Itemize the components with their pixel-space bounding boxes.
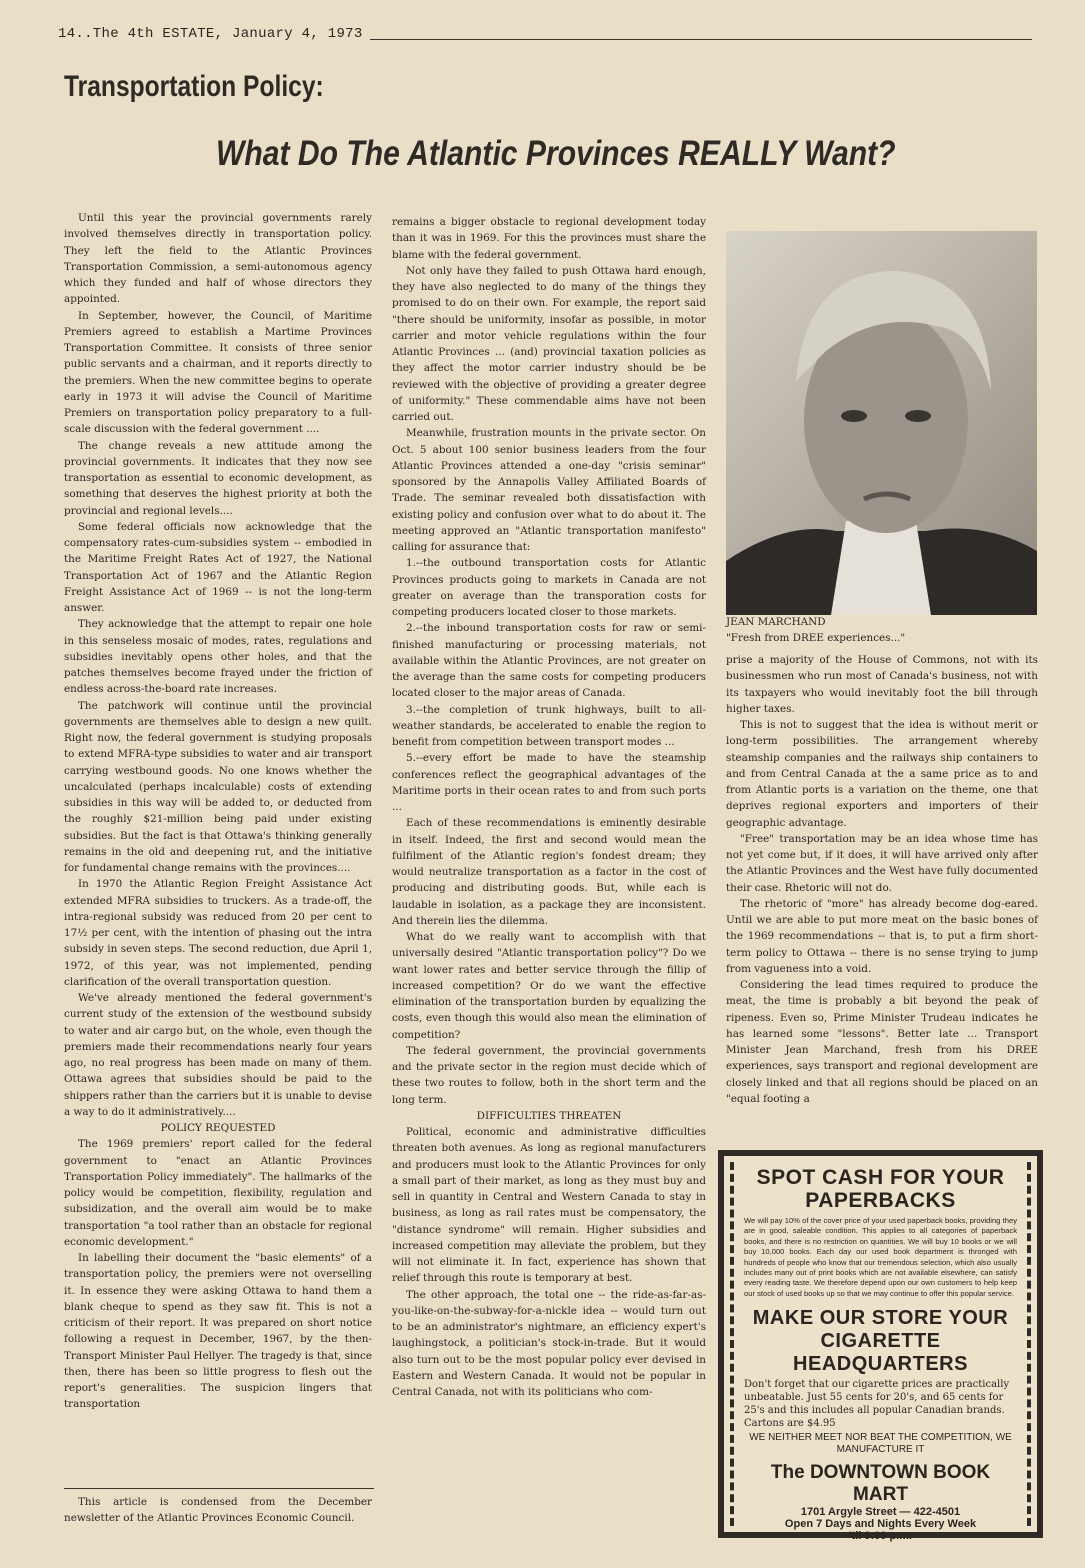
paragraph: Some federal officials now acknowledge that the compensatory rates-cum-subsidies system -- embodied in the Maritime Freight Rates Act of 1927, the National Transportation Act of 1967 and the Atlantic Region Freight Assistance Act of 1969 -- is not the long-term answer. <box>64 520 372 614</box>
paragraph: The other approach, the total one -- the ride-as-far-as-you-like-on-the-subway-for-a-nickle idea -- would turn out to be an administrator's nightmare, an efficiency expert's laughingstock, a politician's stock-in-trade. But it would also turn out to be the most popular policy ever devised in Eastern and Western Canada. It would not be popular in Central Canada, not with its politicians who com- <box>392 1288 706 1398</box>
ad-headline-paperbacks: SPOT CASH FOR YOUR PAPERBACKS <box>756 1166 1005 1212</box>
paragraph: 5.--every effort be made to have the steamship conferences reflect the geographical advantages of the Maritime ports in their ocean rates to and from such ports ... <box>392 752 706 813</box>
caption-name: JEAN MARCHAND <box>726 616 826 628</box>
folio: 14..The 4th ESTATE, January 4, 1973 <box>58 26 363 42</box>
paragraph: 3.--the completion of trunk highways, built to all-weather standards, be accelerated to enable the region to benefit from competition between transport modes ... <box>392 703 706 748</box>
paragraph: In 1970 the Atlantic Region Freight Assistance Act extended MFRA subsidies to truckers. As a trade-off, the intra-regional subsidy was reduced from 20 per cent to 17½ per cent, with the intention of phasing out the intra subsidy in seven steps. The second reduction, due April 1, 1972, of this year, was not implemented, pending clarification of the overall transportation question. <box>64 878 372 988</box>
paragraph: This is not to suggest that the idea is without merit or long-term possibilities. The arrangement whereby steamship companies and the railways ship containers to and from Central Canada at the a same price as to and from Atlantic ports is a variation on the theme, one that deprives regional exporters and importers of their geographic advantage. <box>726 719 1038 829</box>
paragraph: Meanwhile, frustration mounts in the private sector. On Oct. 5 about 100 senior business leaders from the four Atlantic Provinces attended a one-day "crisis seminar" sponsored by the Annapolis Valley Affiliated Boards of Trade. The seminar revealed both dissatisfaction with existing policy and confusion over what to do about it. The meeting approved an "Atlantic transportation manifesto" calling for assurance that: <box>392 427 706 553</box>
portrait-photo <box>726 231 1037 615</box>
paragraph: The rhetoric of "more" has already become dog-eared. Until we are able to put more meat on the basic bones of the 1969 recommendations -- that is, to put a firm short-term policy to Ottawa -- there is no sense trying to jump from vagueness into a void. <box>726 897 1038 975</box>
footnote <box>64 1494 372 1527</box>
kicker-headline: Transportation Policy: <box>64 70 324 103</box>
paragraph: In September, however, the Council, of Maritime Premiers agreed to establish a Martime Provinces Transportation Committee. It consists of three senior public servants and a chairman, and it reports directly to the premiers. When the new committee begins to operate early in 1973 it will advise the Council of Maritime Premiers on transportation policy preparatory to a full-scale discussion with the federal government .... <box>64 309 372 436</box>
paragraph: The patchwork will continue until the provincial governments are themselves able to design a new quilt. Right now, the federal government is studying proposals to extend MFRA-type subsidies to water and air transport carrying westbound goods. No one knows whether the uncalculated (perhaps incalculable) costs of extending subsidies in this way will be added to, or deducted from the roughly $21-million being paid under existing subsidies. But the fact is that Ottawa's thinking generally remains in the old and deepening rut, and the initiative for fundamental change remains with the provinces.... <box>64 699 372 874</box>
ad-hours: Open 7 Days and Nights Every Week <box>784 1518 977 1531</box>
portrait-image <box>726 231 1037 615</box>
subhead: POLICY REQUESTED <box>160 1122 276 1134</box>
ad-body-cigarettes: Don't forget that our cigarette prices are practically unbeatable. Just 55 cents for 20's, and 65 cents for 25's and this includes all popular Canadian brands. Cartons are $4.95 <box>744 1379 1010 1430</box>
paragraph: Considering the lead times required to produce the meat, the time is probably a bit beyond the peak of ripeness. Even so, Prime Minister Trudeau indicates he has learned some "lessons". Better late ... Transport Minister Jean Marchand, fresh from his DREE experiences, says transport and regional development are closely linked and that all regions should be placed on an "equal footing a <box>726 979 1038 1105</box>
paragraph: We've already mentioned the federal government's current study of the extension of the westbound subsidy to water and air cargo but, on the whole, even though the premiers made their recommendations nearly four years ago, no real progress has been made on many of them. Ottawa agrees that subsidies should be paid to the shippers rather than the carriers but it is unable to devise a way to do it administratively.... <box>64 992 372 1118</box>
paragraph: What do we really want to accomplish with that universally desired "Atlantic transportation policy"? Do we want lower rates and better service through the fillip of increased competition? Or do we want the effective elimination of the transportation burden by equalizing the costs, even though this would also mean the elimination of competition? <box>392 931 706 1041</box>
caption-quote: "Fresh from DREE experiences..." <box>726 632 906 644</box>
footnote-text: This article is condensed from the December newsletter of the Atlantic Provinces Economic Council. <box>64 1496 372 1525</box>
article-column-2 <box>392 214 706 1400</box>
footnote-rule <box>64 1488 374 1489</box>
paragraph: remains a bigger obstacle to regional development today than it was in 1969. For this the provinces must share the blame with the federal government. <box>392 216 706 261</box>
article-column-1 <box>64 210 372 1413</box>
main-headline: What Do The Atlantic Provinces REALLY Want? <box>216 134 896 173</box>
paragraph: In labelling their document the "basic elements" of a transportation policy, the premiers were not overselling it. In essence they were asking Ottawa to hand them a blank cheque to spend as they saw fit. This is not a criticism of their report. It was prepared on short notice following a request in December, 1967, by the then-Transport Minister Paul Hellyer. The tragedy is that, since then, there has been so little progress to flesh out the report's generalities. The suspicion lingers that transportation <box>64 1252 372 1411</box>
article-column-3 <box>726 652 1038 1107</box>
ad-store-name: The DOWNTOWN BOOK MART <box>770 1462 991 1506</box>
ad-body-paperbacks: We will pay 10% of the cover price of your used paperback books, providing they are in good, saleable condition. This applies to all categories of paperback books, and there is no restriction on quantities. We will buy 10 books or we will buy 10,000 books. Each day our used book department is thronged with hundreds of people who know that our tremendous selection, which also usually includes many out of print books which are not available elsewhere, can satisfy every reading taste. We therefore depend upon our own customers to help keep our stock of used books up so that we may continue to offer this popular service. <box>744 1216 1017 1298</box>
paragraph: Until this year the provincial governments rarely involved themselves directly in transportation policy. They left the field to the Atlantic Provinces Transportation Commission, a semi-autonomous agency which they funded and half of whose directors they appointed. <box>64 212 372 306</box>
paragraph: "Free" transportation may be an idea whose time has not yet come but, if it does, it will have arrived only after the Atlantic Provinces and the West have fully documented their case. Rhetoric will not do. <box>726 832 1038 894</box>
photo-caption <box>726 614 1038 646</box>
ad-address: 1701 Argyle Street — 422-4501 <box>800 1506 961 1519</box>
paragraph: Not only have they failed to push Ottawa hard enough, they have also neglected to do many of the things they promised to do on their own. For example, the report said "there should be uniformity, insofar as possible, in motor carrier and motor vehicle regulations within the four Atlantic Provinces ... (and) provincial taxation policies as they affect the motor carrier industry should be be reviewed with the objective of providing a greater degree of uniformity." These commendable aims have not been carried out. <box>392 264 706 423</box>
paragraph: The change reveals a new attitude among the provincial governments. It indicates that they now see transportation as essential to economic development, as something that deserves the highest priority at both the provincial and regional levels.... <box>64 439 372 517</box>
paragraph: 2.--the inbound transportation costs for raw or semi-finished manufacturing or processing materials, not available within the Atlantic Provinces, are not greater on the average than the same costs for competing producers located closer to the major areas of Canada. <box>392 622 706 700</box>
paragraph: The 1969 premiers' report called for the federal government to "enact an Atlantic Provinces Transportation Policy immediately". The hallmarks of the policy would be competition, flexibility, regulation and subsidization, and the overall aim would be to make transportation "a tool rather than an obstacle for regional economic development." <box>64 1138 372 1248</box>
paragraph: 1.--the outbound transportation costs for Atlantic Provinces products going to markets in Canada are not greater on average than the transporation costs for competing producers located closer to those markets. <box>392 557 706 618</box>
paragraph: Each of these recommendations is eminently desirable in itself. Indeed, the first and second would mean the fulfilment of the Atlantic region's fondest dream; they would neutralize transportation as a factor in the cost of producing and distributing goods. But, while each is laudable in isolation, as a package they are inconsistent. And therein lies the dilemma. <box>392 817 706 927</box>
header-rule <box>370 39 1032 40</box>
bookstore-advertisement <box>718 1150 1043 1543</box>
paragraph: The federal government, the provincial governments and the private sector in the region must decide which of these two routes to follow, both in the short term and the long term. <box>392 1044 706 1106</box>
ad-headline-cigarettes: MAKE OUR STORE YOUR CIGARETTE HEADQUARTERS <box>752 1307 1009 1376</box>
ad-slogan: WE NEITHER MEET NOR BEAT THE COMPETITION, WE MANUFACTURE IT <box>749 1432 1012 1456</box>
paragraph: prise a majority of the House of Commons, not with its businessmen who run most of Canada's business, not with its taxpayers who would inevitably foot the bill through higher taxes. <box>726 654 1038 715</box>
paragraph: They acknowledge that the attempt to repair one hole in this senseless mosaic of modes, rates, regulations and subsidies inevitably opens other holes, and that the patches themselves become frayed under the friction of endless across-the-board rate increases. <box>64 618 372 696</box>
paragraph: Political, economic and administrative difficulties threaten both avenues. As long as regional manufacturers and producers must look to the Atlantic Provinces for only a small part of their market, as long as they must buy and sell in quantity in Central and Western Canada to stay in business, as long as rail rates must be compensatory, the "distance syndrome" will remain. Higher subsidies and increased competition may alleviate the problem, but they will not eliminate it. In fact, experience has shown that relief through this route is temporary at best. <box>392 1126 706 1285</box>
ad-until: 'til 9:00 p.m. <box>848 1530 913 1543</box>
subhead: DIFFICULTIES THREATEN <box>476 1109 622 1122</box>
